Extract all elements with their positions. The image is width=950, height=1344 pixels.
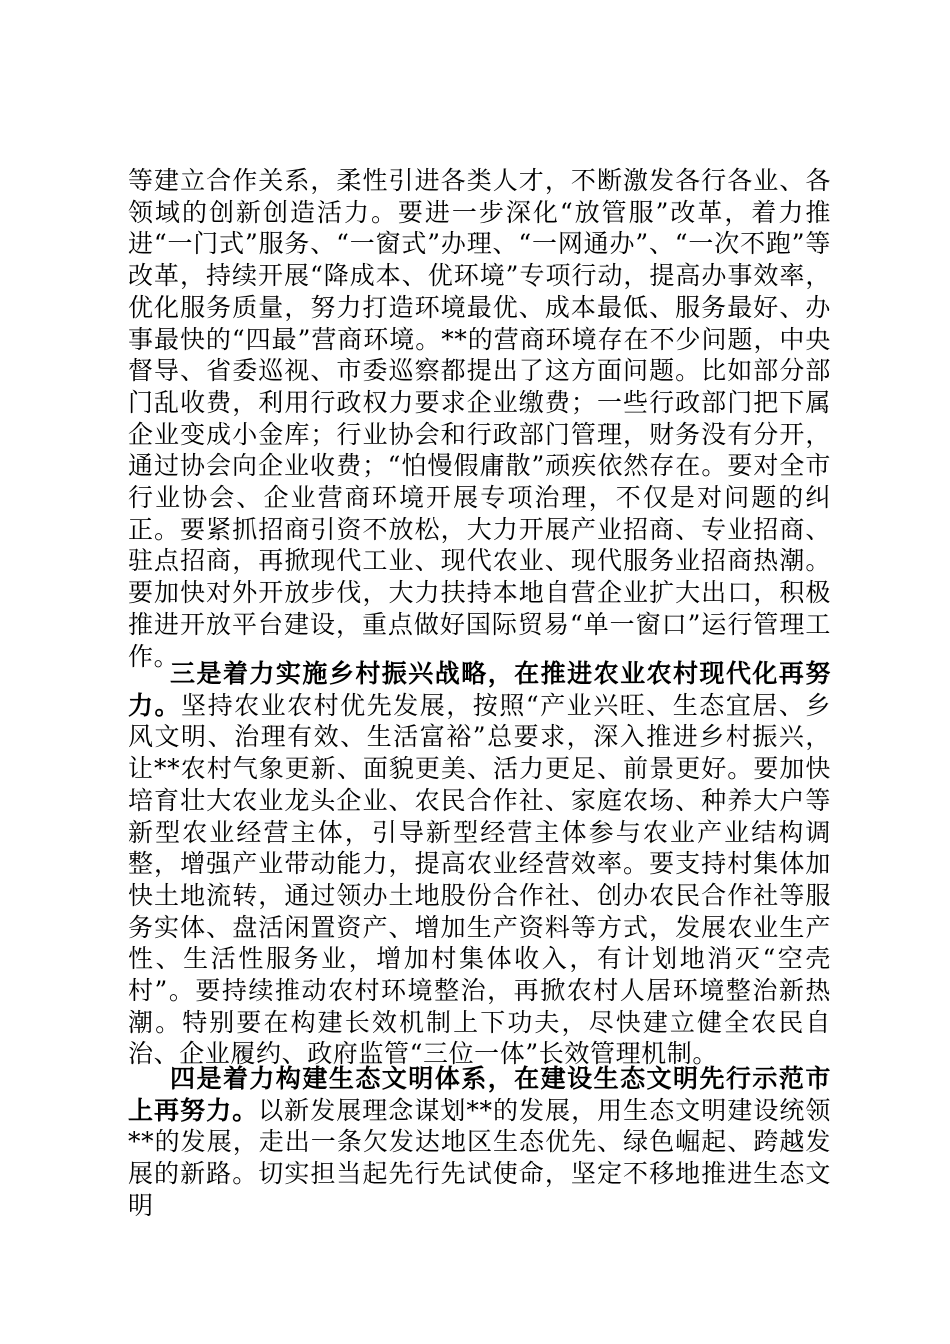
paragraph-body: 以新发展理念谋划**的发展，用生态文明建设统领**的发展，走出一条欠发达地区生态优先、绿色崛起、跨越发展的新路。切实担当起先行先试使命，坚定不移地推进生态文明: [128, 1095, 831, 1220]
paragraph-body: 坚持农业农村优先发展，按照“产业兴旺、生态宜居、乡风文明、治理有效、生活富裕”总要求，深入推进乡村振兴，让**农村气象更新、面貌更美、活力更足、前景更好。要加快培育壮大农业龙头企业、农民合作社、家庭农场、种养大户等新型农业经营主体，引导新型经营主体参与农业产业结构调整，增强产业带动能力，提高农业经营效率。要支持村集体加快土地流转，通过领办土地股份合作社、创办农民合作社等服务实体、盘活闲置资产、增加生产资料等方式，发展农业生产性、生活性服务业，增加村集体收入，有计划地消灭“空壳村”。要持续推动农村环境整治，再掀农村人居环境整治新热潮。特别要在构建长效机制上下功夫，尽快建立健全农民自治、企业履约、政府监管“三位一体”长效管理机制。: [128, 690, 831, 1069]
paragraph-heading: 三是着力实施乡村振兴战略，在推进农业农村现代化再努力。: [128, 659, 831, 720]
paragraph-continuation: [128, 165, 831, 672]
paragraph-body: 等建立合作关系，柔性引进各类人才，不断激发各行各业、各领域的创新创造活力。要进一步深化“放管服”改革，着力推进“一门式”服务、“一窗式”办理、“一网通办”、“一次不跑”等改革，持续开展“降成本、优环境”专项行动，提高办事效率，优化服务质量，努力打造环境最优、成本最低、服务最好、办事最快的“四最”营商环境。**的营商环境存在不少问题，中央督导、省委巡视、市委巡察都提出了这方面问题。比如部分部门乱收费，利用行政权力要求企业缴费；一些行政部门把下属企业变成小金库；行业协会和行政部门管理，财务没有分开，通过协会向企业收费；“怕慢假庸散”顽疾依然存在。要对全市行业协会、企业营商环境开展专项治理，不仅是对问题的纠正。要紧抓招商引资不放松，大力开展产业招商、专业招商、驻点招商，再掀现代工业、现代农业、现代服务业招商热潮。要加快对外开放步伐，大力扶持本地自营企业扩大出口，积极推进开放平台建设，重点做好国际贸易“单一窗口”运行管理工作。: [128, 166, 831, 671]
paragraph-ecological-civilization: [128, 1063, 831, 1222]
paragraph-heading: 四是着力构建生态文明体系，在建设生态文明先行示范市上再努力。: [128, 1064, 831, 1125]
paragraph-rural-revitalization: [128, 658, 831, 1070]
